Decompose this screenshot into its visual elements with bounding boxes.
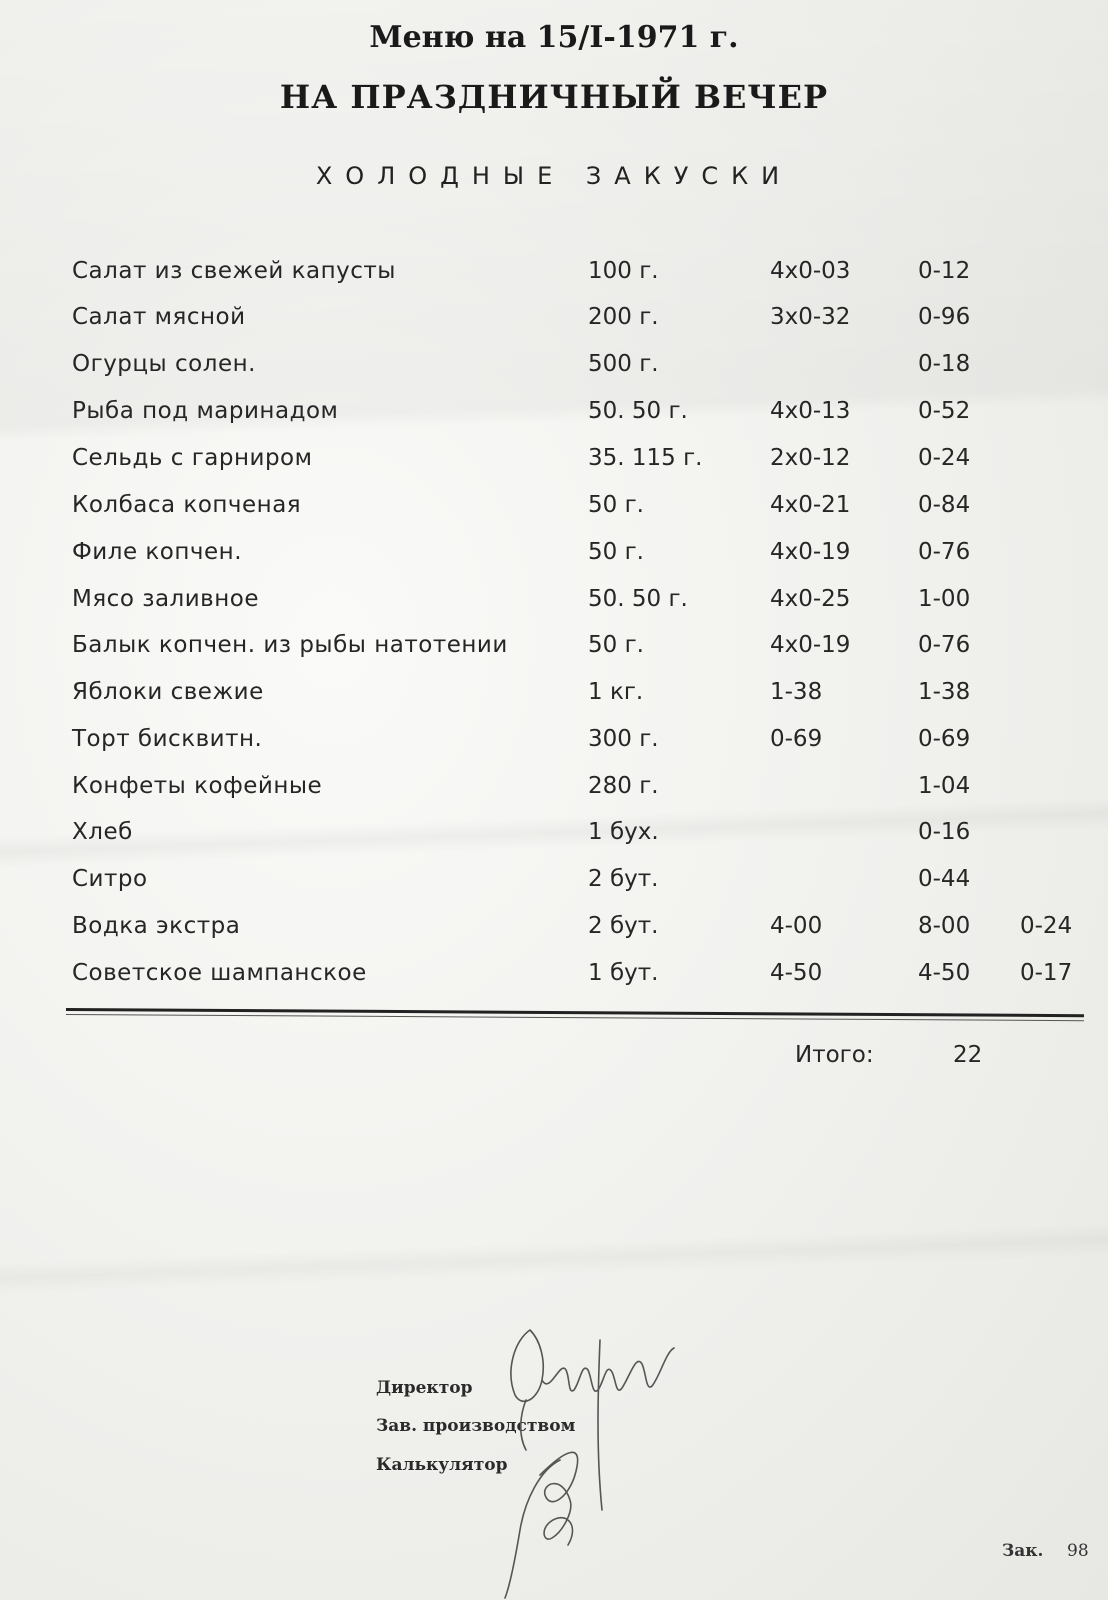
menu-row: [0, 351, 1108, 391]
item-sum: 0-69: [918, 726, 971, 752]
item-extra: 0-24: [1020, 913, 1073, 939]
event-title: НА ПРАЗДНИЧНЫЙ ВЕЧЕР: [279, 78, 829, 116]
menu-row: [0, 304, 1108, 344]
signature-stroke: [521, 1400, 526, 1450]
item-quantity: 100 г.: [588, 258, 659, 284]
production-head-label: Зав. производством: [376, 1416, 576, 1436]
menu-row: [0, 866, 1108, 906]
item-quantity: 50 г.: [588, 632, 644, 658]
item-unit-price: 0-69: [770, 726, 823, 752]
item-name: Мясо заливное: [72, 586, 259, 612]
item-quantity: 50. 50 г.: [588, 586, 688, 612]
menu-row: [0, 398, 1108, 438]
item-quantity: 50. 50 г.: [588, 398, 688, 424]
item-name: Яблоки свежие: [72, 679, 264, 705]
item-sum: 4-50: [918, 960, 971, 986]
item-name: Огурцы солен.: [72, 351, 256, 377]
item-name: Водка экстра: [72, 913, 241, 939]
item-name: Салат из свежей капусты: [72, 258, 396, 284]
item-sum: 0-16: [918, 819, 971, 845]
menu-row: [0, 586, 1108, 626]
item-unit-price: 4-00: [770, 913, 823, 939]
item-sum: 8-00: [918, 913, 971, 939]
total-label: Итого:: [795, 1042, 874, 1068]
item-name: Салат мясной: [72, 304, 246, 330]
item-extra: 0-17: [1020, 960, 1073, 986]
item-name: Ситро: [72, 866, 148, 892]
item-name: Советское шампанское: [72, 960, 367, 986]
item-quantity: 1 бут.: [588, 960, 659, 986]
item-quantity: 2 бут.: [588, 913, 659, 939]
signature-stroke: [511, 1330, 674, 1401]
signature-stroke: [598, 1340, 602, 1510]
item-quantity: 1 кг.: [588, 679, 644, 705]
item-sum: 1-04: [918, 773, 971, 799]
item-quantity: 50 г.: [588, 539, 644, 565]
menu-row: [0, 632, 1108, 672]
menu-row: [0, 539, 1108, 579]
item-sum: 1-38: [918, 679, 971, 705]
menu-row: [0, 492, 1108, 532]
item-unit-price: 4-50: [770, 960, 823, 986]
total-value: 22: [953, 1042, 983, 1068]
item-sum: 0-44: [918, 866, 971, 892]
item-name: Колбаса копченая: [72, 492, 302, 518]
handwritten-signature: [470, 1300, 730, 1600]
calculator-label: Калькулятор: [376, 1455, 508, 1475]
item-unit-price: 1-38: [770, 679, 823, 705]
item-quantity: 50 г.: [588, 492, 644, 518]
menu-row: [0, 819, 1108, 859]
director-label: Директор: [376, 1378, 473, 1398]
item-sum: 0-18: [918, 351, 971, 377]
item-unit-price: 2x0-12: [770, 445, 851, 471]
item-sum: 1-00: [918, 586, 971, 612]
item-quantity: 280 г.: [588, 773, 659, 799]
menu-row: [0, 445, 1108, 485]
item-name: Балык копчен. из рыбы натотении: [72, 632, 508, 658]
item-sum: 0-76: [918, 539, 971, 565]
menu-row: [0, 726, 1108, 766]
item-quantity: 300 г.: [588, 726, 659, 752]
item-name: Конфеты кофейные: [72, 773, 323, 799]
item-unit-price: 4x0-19: [770, 632, 851, 658]
menu-row: [0, 913, 1108, 953]
order-number: 98: [1067, 1541, 1089, 1561]
item-quantity: 500 г.: [588, 351, 659, 377]
item-quantity: 200 г.: [588, 304, 659, 330]
menu-row: [0, 679, 1108, 719]
item-unit-price: 4x0-13: [770, 398, 851, 424]
item-quantity: 35. 115 г.: [588, 445, 703, 471]
signature-stroke: [540, 1452, 578, 1545]
item-unit-price: 4x0-21: [770, 492, 851, 518]
item-quantity: 1 бух.: [588, 819, 659, 845]
section-title: ХОЛОДНЫЕ ЗАКУСКИ: [315, 162, 793, 190]
item-unit-price: 3x0-32: [770, 304, 851, 330]
item-sum: 0-84: [918, 492, 971, 518]
signature-stroke: [505, 1460, 560, 1598]
menu-row: [0, 258, 1108, 298]
menu-row: [0, 773, 1108, 813]
item-unit-price: 4x0-03: [770, 258, 851, 284]
item-sum: 0-96: [918, 304, 971, 330]
menu-row: [0, 960, 1108, 1000]
menu-date-title: Меню на 15/I-1971 г.: [369, 20, 739, 55]
item-name: Торт бисквитн.: [72, 726, 263, 752]
item-name: Рыба под маринадом: [72, 398, 339, 424]
item-sum: 0-76: [918, 632, 971, 658]
item-name: Сельдь с гарниром: [72, 445, 313, 471]
item-unit-price: 4x0-19: [770, 539, 851, 565]
order-label: Зак.: [1002, 1541, 1044, 1561]
item-name: Филе копчен.: [72, 539, 242, 565]
item-sum: 0-24: [918, 445, 971, 471]
item-sum: 0-12: [918, 258, 971, 284]
item-unit-price: 4x0-25: [770, 586, 851, 612]
item-quantity: 2 бут.: [588, 866, 659, 892]
item-sum: 0-52: [918, 398, 971, 424]
item-name: Хлеб: [72, 819, 133, 845]
